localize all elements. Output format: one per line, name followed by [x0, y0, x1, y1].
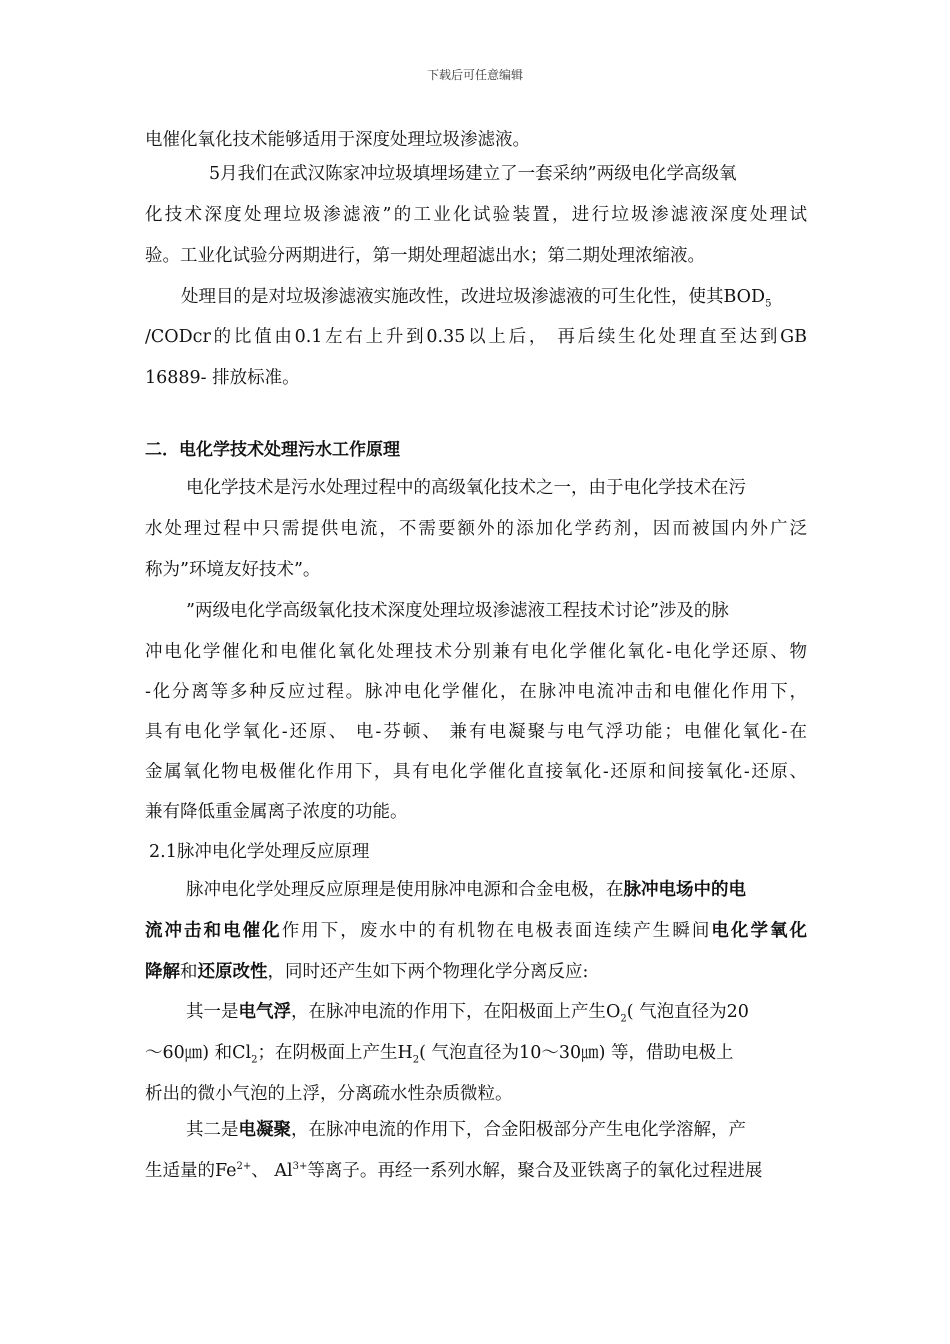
text-line: 生适量的$Fe^{2+}$、 $Al^{3+}$等离子。再经一系列水解，聚合及亚铁离子的氧化过程进展 — [145, 1161, 763, 1181]
text-line: /CODcr的比值由0.1左右上升到0.35以上后， 再后续生化处理直至达到GB — [145, 327, 807, 347]
text-line: 电化学技术是污水处理过程中的高级氧化技术之一，由于电化学技术在污 — [186, 478, 746, 498]
text-line: 处理目的是对垃圾渗滤液实施改性，改进垃圾渗滤液的可生化性，使其$BOD_5$ — [181, 287, 772, 310]
text-line: 冲电化学催化和电催化氧化处理技术分别兼有电化学催化氧化-电化学还原、物 — [145, 642, 807, 662]
text-line: -化分离等多种反应过程。脉冲电化学催化，在脉冲电流冲击和电催化作用下， — [145, 682, 807, 702]
page-header: 下载后可任意编辑 — [426, 68, 523, 82]
text-line: 验。工业化试验分两期进行，第一期处理超滤出水；第二期处理浓缩液。 — [145, 246, 705, 266]
text-line: 16889- 排放标准。 — [145, 368, 300, 388]
text-line: 流冲击和电催化作用下，废水中的有机物在电极表面连续产生瞬间电化学氧化 — [145, 921, 808, 941]
text-line: 兼有降低重金属离子浓度的功能。 — [145, 802, 408, 822]
text-line: 化技术深度处理垃圾渗滤液”的工业化试验装置，进行垃圾渗滤液深度处理试 — [145, 205, 807, 225]
text-line: 析出的微小气泡的上浮，分离疏水性杂质微粒。 — [145, 1084, 513, 1104]
subsection-heading: 2.1脉冲电化学处理反应原理 — [149, 842, 370, 862]
text-line: 金属氧化物电极催化作用下，具有电化学催化直接氧化-还原和间接氧化-还原、 — [145, 762, 807, 782]
text-line: 称为”环境友好技术”。 — [145, 560, 321, 580]
text-line: 电催化氧化技术能够适用于深度处理垃圾渗滤液。 — [145, 130, 530, 150]
text-line: 脉冲电化学处理反应原理是使用脉冲电源和合金电极，在脉冲电场中的电 — [186, 880, 746, 900]
text-line: 降解和还原改性，同时还产生如下两个物理化学分离反应: — [145, 962, 589, 982]
text-line: 水处理过程中只需提供电流，不需要额外的添加化学药剂，因而被国内外广泛 — [145, 519, 807, 539]
text-line: 5月我们在武汉陈家冲垃圾填埋场建立了一套采纳”两级电化学高级氧 — [209, 164, 737, 184]
text-line: ”两级电化学高级氧化技术深度处理垃圾渗滤液工程技术讨论”涉及的脉 — [186, 601, 729, 621]
text-line: 具有电化学氧化-还原、 电-芬顿、 兼有电凝聚与电气浮功能；电催化氧化-在 — [145, 722, 807, 742]
text-line: 其一是电气浮，在脉冲电流的作用下，在阳极面上产生$O_2$( 气泡直径为20 — [186, 1002, 749, 1025]
text-line: 其二是电凝聚，在脉冲电流的作用下，合金阳极部分产生电化学溶解，产 — [186, 1120, 746, 1140]
section-heading: 二．电化学技术处理污水工作原理 — [145, 440, 400, 460]
text-line: ～60㎛) 和$Cl_2$；在阴极面上产生$H_2$( 气泡直径为10～30㎛) 等，借助电极上 — [145, 1043, 734, 1066]
